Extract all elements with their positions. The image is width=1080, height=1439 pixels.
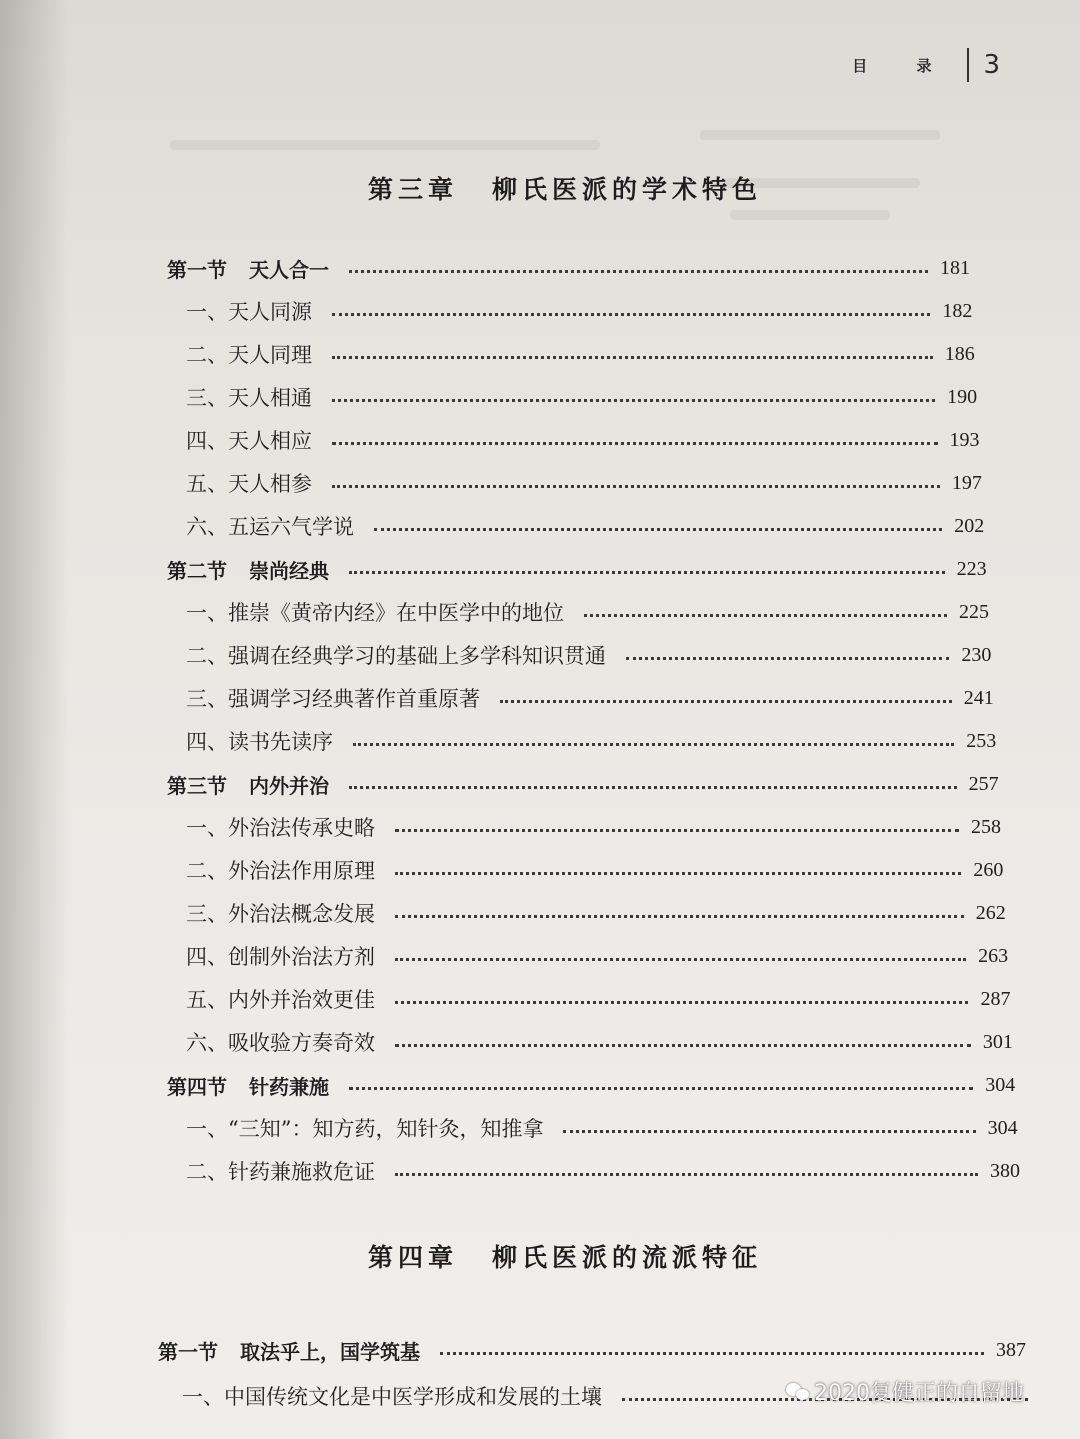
toc-page-number: 301 [982, 1030, 1013, 1053]
dot-leader [395, 915, 964, 918]
toc-item-row [186, 683, 994, 713]
toc-entry-title [167, 1071, 329, 1100]
toc-entry-title: 一、“三知”：知方药，知针灸，知推拿 [186, 1117, 544, 1141]
toc-item-row [186, 511, 984, 541]
toc-entry-title: 二、强调在经典学习的基础上多学科知识贯通 [186, 644, 606, 668]
toc-section-row [158, 1335, 1026, 1365]
toc-page-number: 181 [940, 256, 970, 279]
bleed-through-line [730, 210, 890, 220]
toc-item-row [186, 339, 975, 369]
toc-entry-title [158, 1336, 420, 1365]
dot-leader [353, 743, 954, 746]
dot-leader [332, 356, 933, 359]
toc-entry-title: 六、吸收验方奏奇效 [186, 1031, 375, 1055]
bleed-through-line [170, 140, 600, 150]
section-number: 第一节 [158, 1339, 218, 1364]
toc-page-number: 182 [942, 299, 973, 322]
toc-item-row [186, 468, 982, 498]
header-page-number: 3 [983, 50, 1000, 80]
section-title: 针药兼施 [249, 1074, 329, 1099]
section-number: 第三节 [167, 773, 227, 798]
dot-leader [500, 700, 952, 703]
dot-leader [349, 571, 945, 574]
toc-page-number: 225 [959, 600, 990, 623]
toc-page-number: 304 [987, 1116, 1018, 1139]
toc-page-number: 197 [951, 471, 982, 494]
toc-page-number: 230 [961, 643, 992, 666]
chapter-number: 第三章 [367, 175, 458, 204]
toc-section-row [167, 554, 987, 584]
toc-entry-title: 四、读书先读序 [186, 730, 333, 754]
toc-item-row [186, 1156, 1020, 1186]
chapter-number: 第四章 [367, 1243, 458, 1272]
header-divider [967, 48, 969, 82]
dot-leader [395, 1173, 978, 1176]
section-title: 崇尚经典 [249, 558, 329, 583]
toc-section-row [167, 253, 970, 283]
toc-item-row [186, 640, 991, 670]
watermark [786, 1376, 1024, 1407]
toc-entry-title: 五、天人相参 [186, 472, 312, 496]
section-number: 第四节 [167, 1074, 227, 1099]
toc-item-row [186, 898, 1006, 928]
toc-entry-title: 一、外治法传承史略 [186, 816, 375, 840]
dot-leader [395, 958, 966, 961]
dot-leader [395, 1001, 968, 1004]
toc-item-row [186, 726, 996, 756]
toc-page-number: 186 [944, 342, 975, 365]
header-label: 目 录 [852, 56, 954, 75]
toc-item-row [186, 296, 972, 326]
toc-entry-title: 二、针药兼施救危证 [186, 1160, 375, 1184]
toc-entry-title: 六、五运六气学说 [186, 515, 354, 539]
toc-item-row [186, 382, 977, 412]
chapter-3-title [0, 170, 1080, 206]
wechat-icon [786, 1381, 810, 1403]
toc-item-row [186, 597, 989, 627]
toc-item-row [186, 425, 980, 455]
toc-page-number: 223 [956, 557, 987, 580]
dot-leader [332, 399, 935, 402]
section-title: 取法乎上，国学筑基 [240, 1339, 420, 1364]
dot-leader [584, 614, 947, 617]
toc-page-number: 193 [949, 428, 980, 451]
page-shadow [0, 0, 70, 1439]
dot-leader [395, 1044, 971, 1047]
toc-page-number: 380 [990, 1159, 1020, 1182]
toc-entry-title: 二、外治法作用原理 [186, 859, 375, 883]
toc-page-number: 304 [985, 1073, 1016, 1096]
toc-page-number: 241 [963, 686, 994, 709]
toc-page-number: 262 [975, 901, 1006, 924]
dot-leader [332, 313, 930, 316]
dot-leader [395, 872, 961, 875]
toc-page-number: 258 [970, 815, 1001, 838]
toc-page-number: 263 [978, 944, 1009, 967]
section-title: 内外并治 [249, 773, 329, 798]
dot-leader [626, 657, 949, 660]
toc-item-row [186, 812, 1001, 842]
toc-entry-title: 一、推崇《黄帝内经》在中医学中的地位 [186, 601, 564, 625]
toc-entry-title: 二、天人同理 [186, 343, 312, 367]
toc-page-number: 202 [954, 514, 985, 537]
toc-entry-title [167, 254, 329, 283]
section-title: 天人合一 [249, 257, 329, 282]
dot-leader [440, 1352, 984, 1355]
toc-entry-title: 三、强调学习经典著作首重原著 [186, 687, 480, 711]
toc-page-number: 253 [966, 729, 997, 752]
chapter-name: 柳氏医派的学术特色 [492, 175, 763, 204]
toc-page-number: 260 [973, 858, 1004, 881]
toc-entry-title [167, 555, 329, 584]
watermark-text: 2020复健正的自留地 [814, 1381, 1024, 1406]
toc-item-row [186, 1113, 1018, 1143]
dot-leader [349, 270, 928, 273]
chapter-4-title [0, 1238, 1080, 1274]
dot-leader [332, 485, 940, 488]
toc-item-row [186, 984, 1010, 1014]
toc-page-number: 257 [968, 772, 999, 795]
toc-entry-title: 五、内外并治效更佳 [186, 988, 375, 1012]
toc-page-number: 287 [980, 987, 1011, 1010]
dot-leader [349, 1087, 973, 1090]
toc-entry-title: 一、天人同源 [186, 300, 312, 324]
toc-item-row [186, 941, 1008, 971]
toc-entry-title: 一、中国传统文化是中医学形成和发展的土壤 [182, 1385, 602, 1409]
section-number: 第一节 [167, 257, 227, 282]
dot-leader [332, 442, 938, 445]
toc-page-number: 387 [996, 1338, 1026, 1361]
bleed-through-line [700, 130, 940, 140]
toc-item-row [186, 1027, 1013, 1057]
dot-leader [563, 1130, 975, 1133]
dot-leader [349, 786, 957, 789]
dot-leader [374, 528, 942, 531]
toc-entry-title: 三、外治法概念发展 [186, 902, 375, 926]
toc-section-row [167, 1070, 1015, 1100]
dot-leader [395, 829, 959, 832]
toc-entry-title: 四、天人相应 [186, 429, 312, 453]
toc-entry-title: 四、创制外治法方剂 [186, 945, 375, 969]
toc-section-row [167, 769, 999, 799]
toc-page-number: 190 [947, 385, 978, 408]
toc-entry-title: 三、天人相通 [186, 386, 312, 410]
section-number: 第二节 [167, 558, 227, 583]
toc-entry-title [167, 770, 329, 799]
chapter-name: 柳氏医派的流派特征 [492, 1243, 763, 1272]
running-header [852, 48, 1000, 82]
toc-item-row [186, 855, 1003, 885]
